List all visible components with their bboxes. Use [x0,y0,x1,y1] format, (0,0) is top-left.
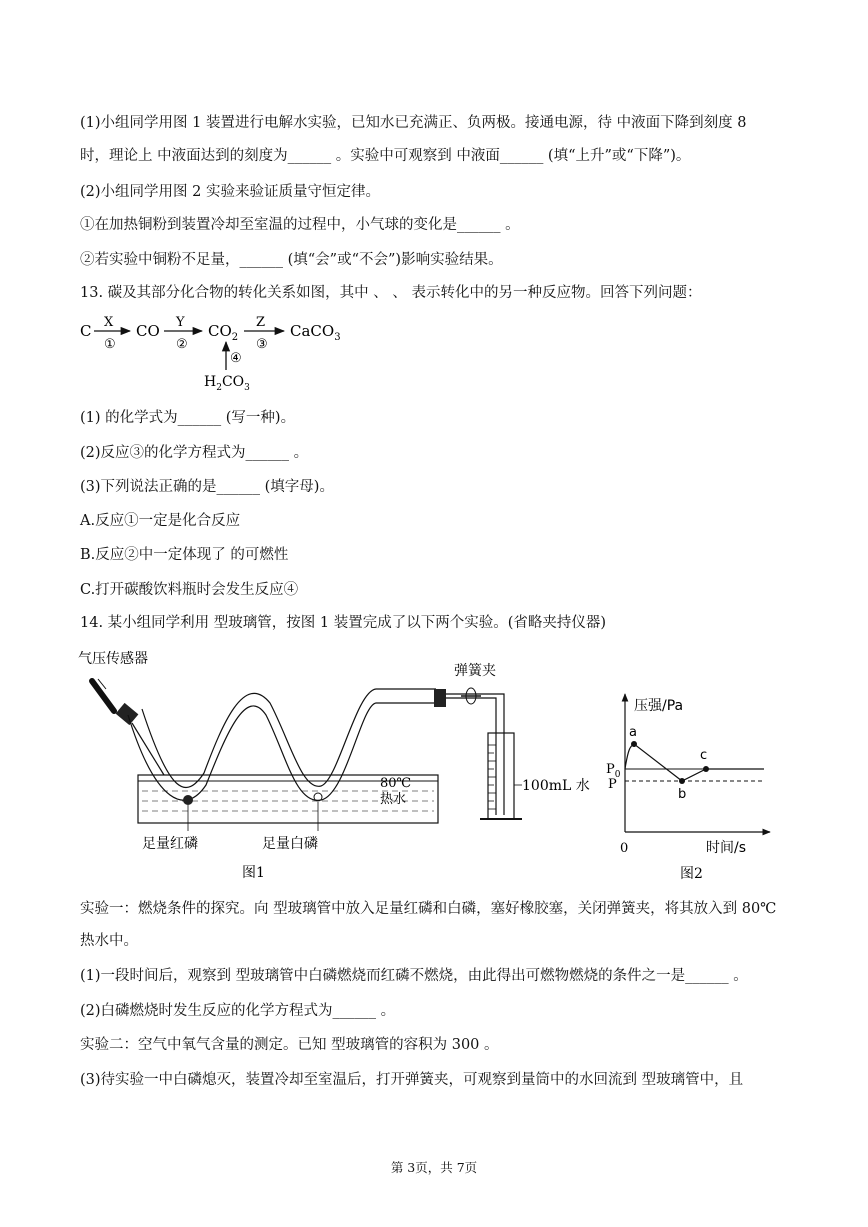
figure1-caption: 图1 [242,865,265,881]
hot-water-label: 热水 [380,792,407,807]
scheme-c: C [80,322,92,340]
scheme-caco3: CaCO$_3$ [290,322,341,343]
scheme-reagent-z: Z [256,315,266,330]
scheme-reagent-x: X [104,315,114,330]
text-line-option-a: A.反应①一定是化合反应 [80,513,241,529]
rubber-stopper [434,689,446,707]
cylinder-label: 100mL 水 [522,778,590,794]
text-line-q13-2: (2)反应③的化学方程式为______ 。 [80,445,309,461]
figure2-pressure-graph [598,680,788,885]
red-phosphorus [183,795,193,805]
text-line-exp1-cont: 热水中。 [80,933,138,949]
figure1-apparatus [76,645,616,885]
text-line-q14-3: (3)待实验一中白磷熄灭，装置冷却至室温后，打开弹簧夹，可观察到量筒中的水回流到 型玻璃管中，且 [80,1072,744,1088]
point-b-label: b [678,787,687,802]
text-line-2: 时，理论上 中液面达到的刻度为______ 。实验中可观察到 中液面______ (填“上升”或“下降”)。 [80,148,691,164]
graduated-cylinder [480,733,522,819]
temperature-label: 80℃ [380,776,412,791]
page-footer: 第 3页，共 7页 [390,1160,478,1175]
text-line-exp1: 实验一：燃烧条件的探究。向 型玻璃管中放入足量红磷和白磷，塞好橡胶塞，关闭弹簧夹，将其放入到 80℃ [80,901,777,917]
text-line-q14: 14. 某小组同学利用 型玻璃管，按图 1 装置完成了以下两个实验。(省略夹持仪器) [80,615,607,631]
p0-label: $P_0$ [606,762,621,780]
text-line-5: ②若实验中铜粉不足量，______ (填“会”或“不会”)影响实验结果。 [80,252,503,268]
scheme-step-1: ① [104,337,116,352]
pressure-curve [625,744,764,781]
text-line-q14-1: (1)一段时间后，观察到 型玻璃管中白磷燃烧而红磷不燃烧，由此得出可燃物燃烧的条件之一是______ 。 [80,968,748,984]
scheme-h2co3: $H_2CO_3$ [204,374,250,393]
text-line-q14-2: (2)白磷燃烧时发生反应的化学方程式为______ 。 [80,1003,396,1019]
text-line-1: (1)小组同学用图 1 装置进行电解水实验，已知水已充满正、负两极。接通电源，待 中液面下降到刻度 8 [80,115,747,131]
text-line-4: ①在加热铜粉到装置冷却至室温的过程中，小气球的变化是______ 。 [80,217,520,233]
clamp-label: 弹簧夹 [454,663,496,679]
scheme-step-4: ④ [230,351,242,366]
point-a-label: a [629,725,637,740]
point-c-label: c [700,748,708,763]
spring-clamp-icon [461,688,481,704]
red-phosphorus-label: 足量红磷 [142,836,198,852]
pressure-sensor-icon [92,679,164,775]
scheme-co: CO [136,322,160,340]
text-line-exp2: 实验二：空气中氧气含量的测定。已知 型玻璃管的容积为 300 。 [80,1037,499,1053]
text-line-option-c: C.打开碳酸饮料瓶时会发生反应④ [80,582,299,598]
text-line-q13-1: (1) 的化学式为______ (写一种)。 [80,410,296,426]
scheme-reagent-y: Y [176,315,185,330]
sensor-label: 气压传感器 [78,651,148,667]
p-label: P [608,777,617,792]
scheme-co2: $CO_2$ [208,322,239,343]
white-phosphorus-label: 足量白磷 [262,836,318,852]
text-line-3: (2)小组同学用图 2 实验来验证质量守恒定律。 [80,184,380,200]
scheme-step-2: ② [176,337,188,352]
figure2-caption: 图2 [680,866,703,882]
y-axis-label: 压强/Pa [634,698,684,714]
text-line-q13-3: (3)下列说法正确的是______ (填字母)。 [80,479,334,495]
x-axis-label: 时间/s [706,840,747,856]
carbon-transformation-scheme [70,308,400,398]
text-line-option-b: B.反应②中一定体现了 的可燃性 [80,547,289,563]
origin-label: 0 [620,841,629,856]
text-line-q13: 13. 碳及其部分化合物的转化关系如图，其中 、 、 表示转化中的另一种反应物。回答下列问题： [80,285,702,301]
scheme-step-3: ③ [256,337,268,352]
